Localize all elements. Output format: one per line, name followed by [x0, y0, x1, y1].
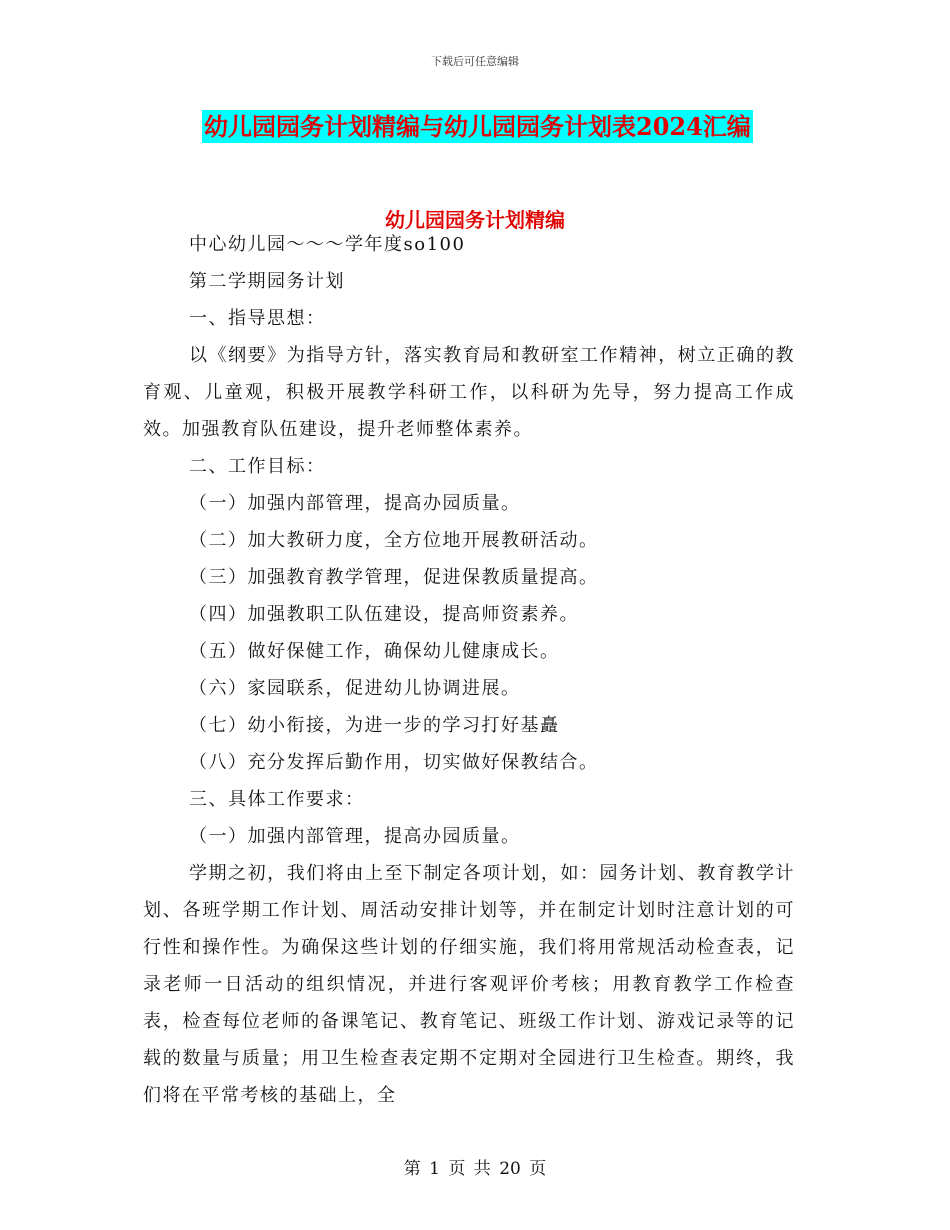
goal-item: （三）加强教育教学管理，促进保教质量提高。: [189, 567, 599, 588]
section-heading-guiding-idea: 一、指导思想：: [189, 308, 326, 329]
download-watermark: 下载后可任意编辑: [431, 55, 519, 68]
page-number: 第 1 页 共 20 页: [403, 1159, 547, 1179]
goal-item: （七）幼小衔接，为进一步的学习打好基矗: [189, 715, 560, 736]
goal-item: （四）加强教职工队伍建设，提高师资素养。: [189, 604, 579, 625]
paragraph-semester-plan: 第二学期园务计划: [189, 271, 345, 292]
requirement-item: （一）加强内部管理，提高办园质量。: [189, 826, 521, 847]
goal-item: （五）做好保健工作，确保幼儿健康成长。: [189, 641, 560, 662]
document-title: 幼儿园园务计划精编与幼儿园园务计划表2024汇编: [204, 112, 751, 141]
section-heading-work-goals: 二、工作目标：: [189, 456, 326, 477]
paragraph-guiding-idea: 以《纲要》为指导方针，落实教育局和教研室工作精神，树立正确的教育观、儿童观，积极开展教学科研工作，以科研为先导，努力提高工作成效。加强教育队伍建设，提升老师整体素养。: [143, 345, 795, 440]
paragraph-requirements: 学期之初，我们将由上至下制定各项计划，如：园务计划、教育教学计划、各班学期工作计划、周活动安排计划等，并在制定计划时注意计划的可行性和操作性。为确保这些计划的仔细实施，我们将用常规活动检查表，记录老师一日活动的组织情况，并进行客观评价考核；用教育教学工作检查表，检查每位老师的备课笔记、教育笔记、班级工作计划、游戏记录等的记载的数量与质量；用卫生检查表定期不定期对全园进行卫生检查。期终，我们将在平常考核的基础上，全: [143, 863, 795, 1106]
goal-item: （二）加大教研力度，全方位地开展教研活动。: [189, 530, 599, 551]
document-subtitle: 幼儿园园务计划精编: [385, 208, 565, 232]
goal-item: （八）充分发挥后勤作用，切实做好保教结合。: [189, 752, 599, 773]
goal-item: （一）加强内部管理，提高办园质量。: [189, 493, 521, 514]
section-heading-requirements: 三、具体工作要求：: [189, 789, 365, 810]
goal-item: （六）家园联系，促进幼儿协调进展。: [189, 678, 521, 699]
paragraph-school-year: 中心幼儿园～～～学年度so100: [189, 234, 466, 255]
document-body: [143, 226, 795, 1114]
